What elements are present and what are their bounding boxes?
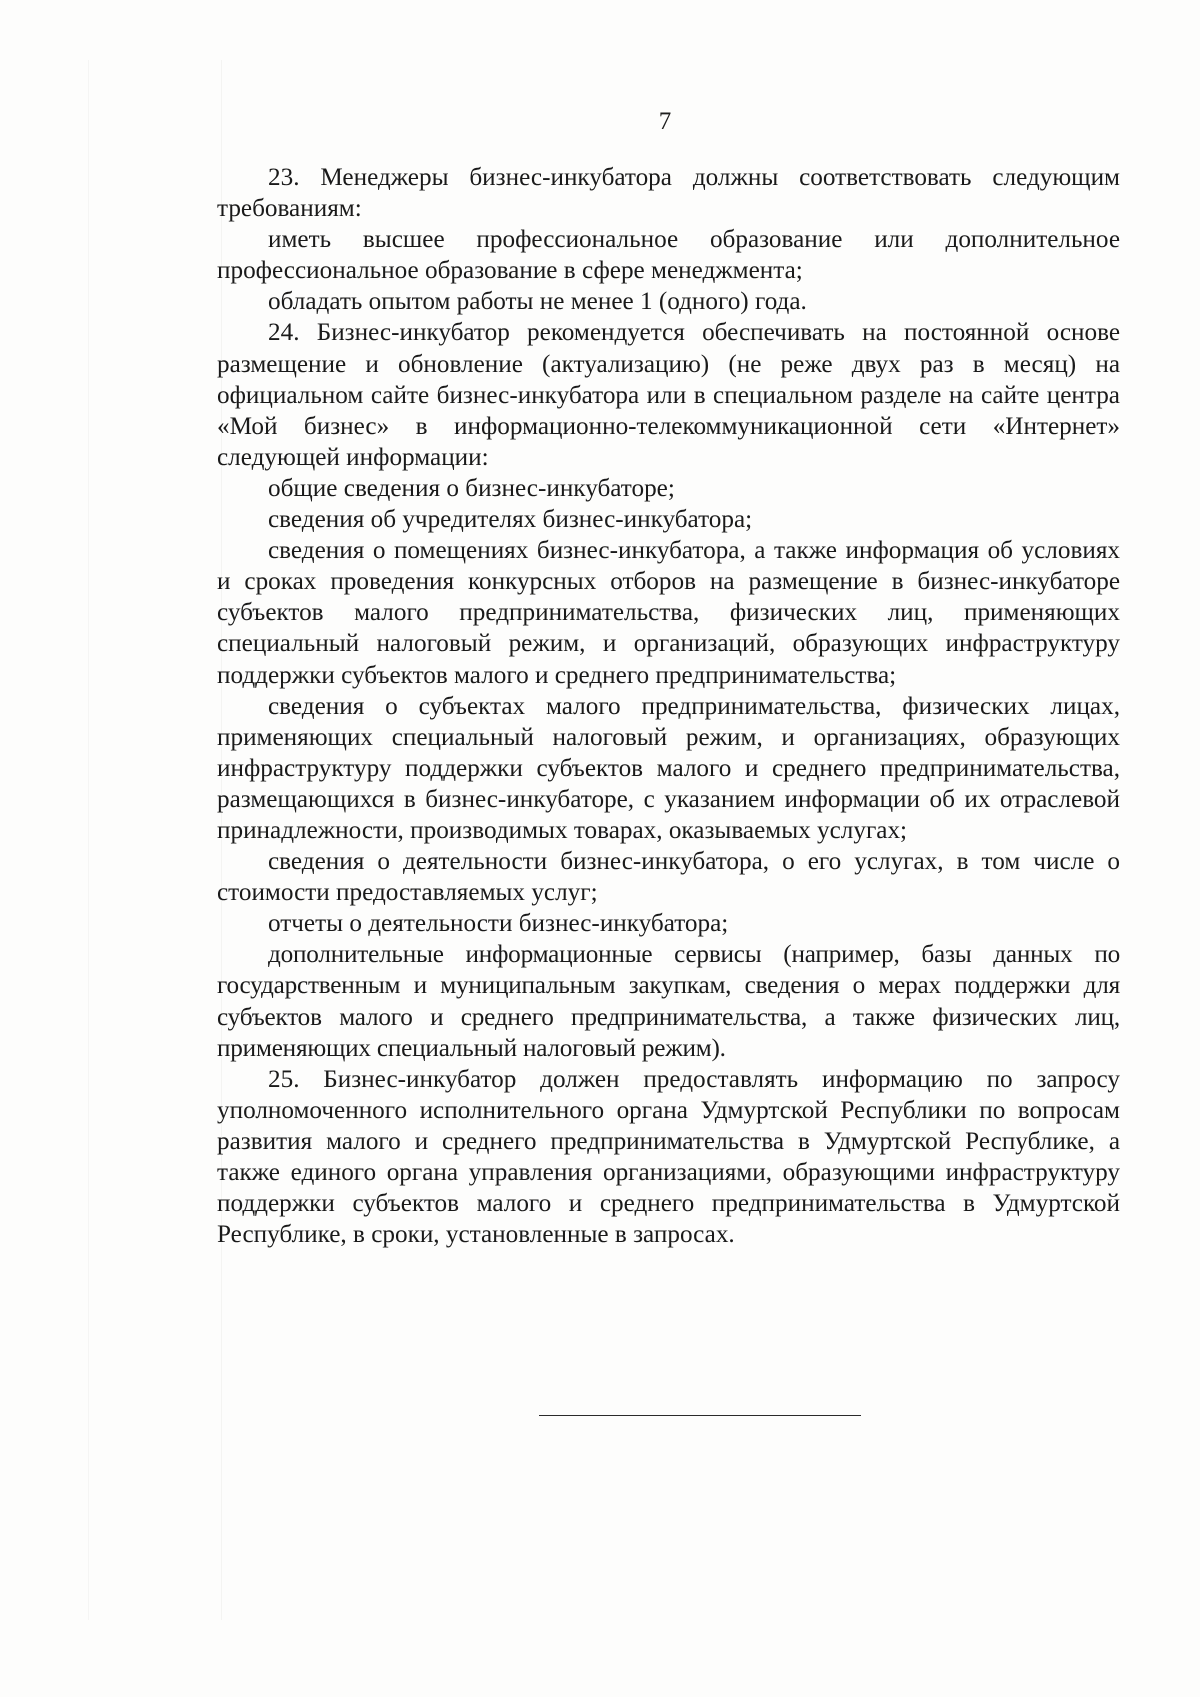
paragraph-24-item-reports: отчеты о деятельности бизнес-инкубатора; xyxy=(268,910,729,938)
document-body xyxy=(217,162,1120,1250)
end-of-document-rule xyxy=(539,1415,861,1416)
paragraph-24-item-services: дополнительные информационные сервисы (например, базы данных по государственным и муниципальным закупкам, сведения о мерах поддержки для субъектов малого и среднего предпринимательства, а также физических лиц, применяющих специальный налоговый режим). xyxy=(217,941,1120,1062)
paragraph-24-item-founders: сведения об учредителях бизнес-инкубатора; xyxy=(268,506,753,534)
paragraph-24-item-activity: сведения о деятельности бизнес-инкубатора, о его услугах, в том числе о стоимости предоставляемых услуг; xyxy=(217,848,1120,907)
paragraph-23-item-education: иметь высшее профессиональное образование или дополнительное профессиональное образование в сфере менеджмента; xyxy=(217,226,1120,285)
paragraph-23: 23. Менеджеры бизнес-инкубатора должны соответствовать следующим требованиям: xyxy=(217,164,1120,223)
paragraph-25: 25. Бизнес-инкубатор должен предоставлять информацию по запросу уполномоченного исполнительного органа Удмуртской Республики по вопросам развития малого и среднего предпринимательства в Удмуртской Республике, а также единого органа управления организациями, образующими инфраструктуру поддержки субъектов малого и среднего предпринимательства в Удмуртской Республике, в сроки, установленные в запросах. xyxy=(217,1065,1120,1249)
paragraph-24: 24. Бизнес-инкубатор рекомендуется обеспечивать на постоянной основе размещение и обновление (актуализацию) (не реже двух раз в месяц) на официальном сайте бизнес-инкубатора или в специальном разделе на сайте центра «Мой бизнес» в информационно-телекоммуникационной сети «Интернет» следующей информации: xyxy=(217,319,1120,471)
paragraph-23-item-experience: обладать опытом работы не менее 1 (одного) года. xyxy=(268,288,807,316)
paragraph-24-item-general: общие сведения о бизнес-инкубаторе; xyxy=(268,474,675,502)
paragraph-24-item-residents: сведения о субъектах малого предпринимательства, физических лицах, применяющих специальный налоговый режим, и организациях, образующих инфраструктуру поддержки субъектов малого и среднего предпринимательства, размещающихся в бизнес-инкубаторе, с указанием информации об их отраслевой принадлежности, производимых товарах, оказываемых услугах; xyxy=(217,692,1120,844)
paragraph-24-item-premises: сведения о помещениях бизнес-инкубатора, а также информация об условиях и сроках проведения конкурсных отборов на размещение в бизнес-инкубаторе субъектов малого предпринимательства, физических лиц, применяющих специальный налоговый режим, и организаций, образующих инфраструктуру поддержки субъектов малого и среднего предпринимательства; xyxy=(217,537,1120,689)
page-number: 7 xyxy=(658,108,672,135)
scan-artifact xyxy=(88,60,222,1620)
